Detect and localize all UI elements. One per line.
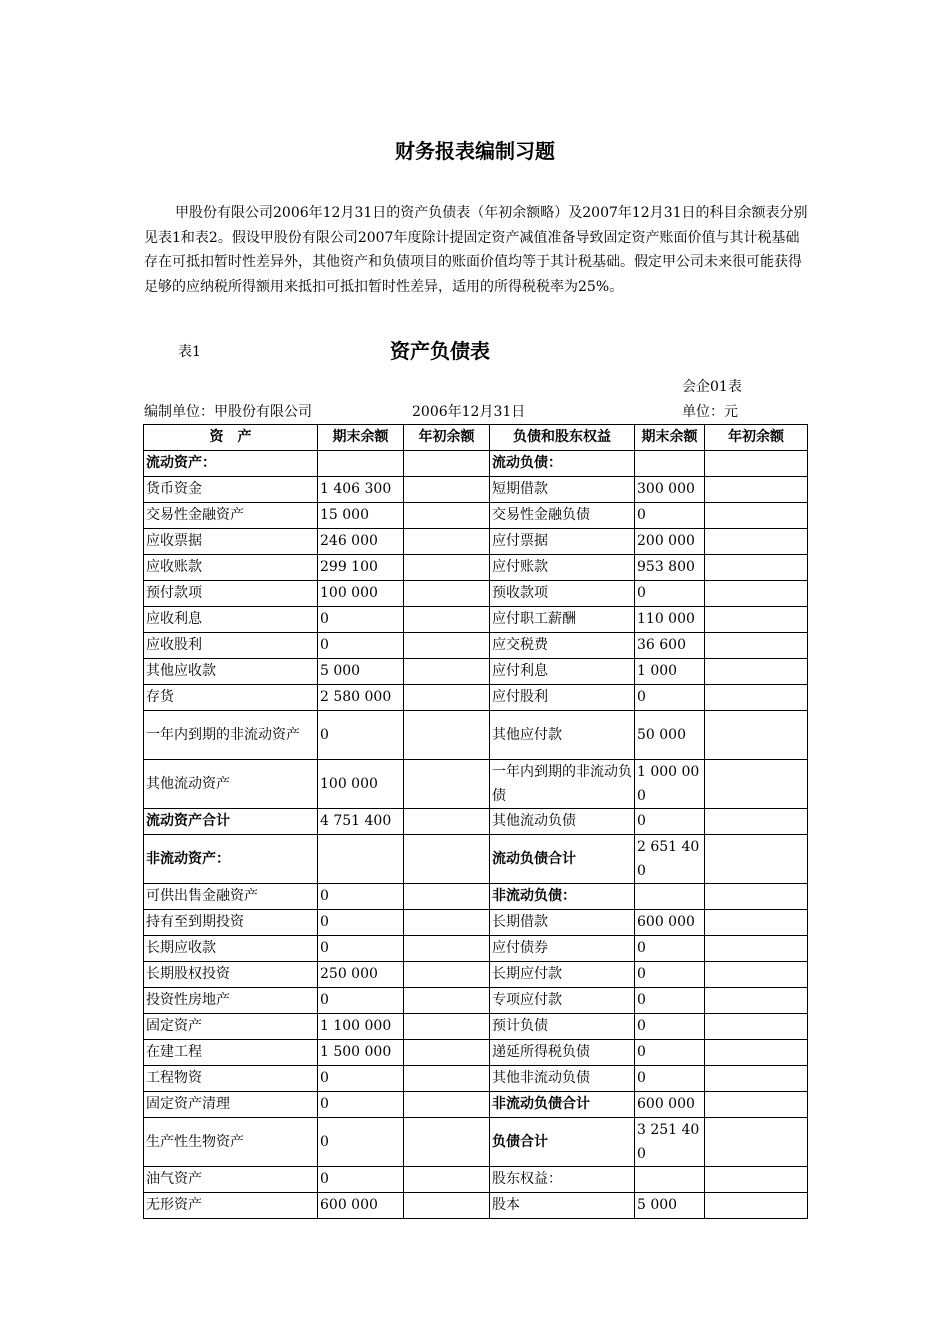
table-cell xyxy=(404,910,490,936)
table-row xyxy=(144,607,808,633)
table-cell: 0 xyxy=(635,809,705,835)
table-cell: 股东权益： xyxy=(490,1167,635,1193)
table-cell: 0 xyxy=(318,1118,404,1167)
table-cell: 36 600 xyxy=(635,633,705,659)
table-cell: 应收票据 xyxy=(144,529,318,555)
table-cell: 交易性金融负债 xyxy=(490,503,635,529)
table-cell: 0 xyxy=(318,936,404,962)
table-cell xyxy=(404,936,490,962)
table-cell xyxy=(705,1040,808,1066)
table-cell: 0 xyxy=(318,1066,404,1092)
table-cell xyxy=(404,1193,490,1219)
table-cell: 0 xyxy=(318,884,404,910)
table-cell: 交易性金融资产 xyxy=(144,503,318,529)
header-cell: 年初余额 xyxy=(404,425,490,451)
table-cell xyxy=(705,1092,808,1118)
table-row xyxy=(144,910,808,936)
table-cell xyxy=(705,962,808,988)
table-row xyxy=(144,809,808,835)
table-cell xyxy=(404,503,490,529)
table-cell: 专项应付款 xyxy=(490,988,635,1014)
header-cell: 资 产 xyxy=(144,425,318,451)
table-cell xyxy=(404,685,490,711)
table-cell xyxy=(404,451,490,477)
table-cell xyxy=(404,477,490,503)
table-cell xyxy=(705,1167,808,1193)
table-cell: 其他流动资产 xyxy=(144,760,318,809)
table-row xyxy=(144,1014,808,1040)
table-cell: 0 xyxy=(318,910,404,936)
currency-unit: 单位：元 xyxy=(682,404,738,420)
table-cell: 0 xyxy=(635,1040,705,1066)
header-cell: 期末余额 xyxy=(318,425,404,451)
table-row xyxy=(144,988,808,1014)
table-cell: 600 000 xyxy=(635,1092,705,1118)
table-cell: 0 xyxy=(635,1014,705,1040)
table-row xyxy=(144,962,808,988)
table-cell: 一年内到期的非流动资产 xyxy=(144,711,318,760)
table-cell: 股本 xyxy=(490,1193,635,1219)
table-cell: 953 800 xyxy=(635,555,705,581)
table-cell xyxy=(404,529,490,555)
table-cell xyxy=(404,988,490,1014)
table-cell: 流动资产： xyxy=(144,451,318,477)
table-cell: 应收股利 xyxy=(144,633,318,659)
table-cell xyxy=(705,1193,808,1219)
table-title: 资产负债表 xyxy=(390,339,490,363)
table-cell: 应付职工薪酬 xyxy=(490,607,635,633)
table-cell: 0 xyxy=(318,607,404,633)
document-title: 财务报表编制习题 xyxy=(395,139,555,163)
table-cell xyxy=(705,910,808,936)
table-cell: 0 xyxy=(635,685,705,711)
table-cell: 货币资金 xyxy=(144,477,318,503)
table-row xyxy=(144,633,808,659)
table-cell xyxy=(635,1167,705,1193)
table-cell: 非流动资产： xyxy=(144,835,318,884)
table-cell: 其他非流动负债 xyxy=(490,1066,635,1092)
table-cell xyxy=(404,962,490,988)
table-cell xyxy=(705,685,808,711)
table-row xyxy=(144,685,808,711)
table-cell: 应付票据 xyxy=(490,529,635,555)
table-cell: 长期应付款 xyxy=(490,962,635,988)
table-cell: 应付利息 xyxy=(490,659,635,685)
table-row xyxy=(144,1167,808,1193)
table-cell xyxy=(705,451,808,477)
table-cell xyxy=(404,581,490,607)
table-row xyxy=(144,503,808,529)
table-cell xyxy=(705,529,808,555)
table-cell xyxy=(705,659,808,685)
table-cell xyxy=(705,760,808,809)
header-cell: 负债和股东权益 xyxy=(490,425,635,451)
table-cell: 非流动负债： xyxy=(490,884,635,910)
table-row xyxy=(144,477,808,503)
table-cell: 流动负债合计 xyxy=(490,835,635,884)
table-cell xyxy=(705,988,808,1014)
table-cell: 0 xyxy=(635,1066,705,1092)
table-row xyxy=(144,936,808,962)
table-cell: 其他流动负债 xyxy=(490,809,635,835)
table-cell: 0 xyxy=(635,503,705,529)
table-cell xyxy=(404,659,490,685)
table-cell: 工程物资 xyxy=(144,1066,318,1092)
table-cell: 可供出售金融资产 xyxy=(144,884,318,910)
table-cell: 持有至到期投资 xyxy=(144,910,318,936)
table-cell xyxy=(705,711,808,760)
table-cell xyxy=(404,809,490,835)
table-cell: 长期股权投资 xyxy=(144,962,318,988)
table-row xyxy=(144,711,808,760)
table-cell xyxy=(705,809,808,835)
table-row xyxy=(144,884,808,910)
table-cell: 299 100 xyxy=(318,555,404,581)
table-row xyxy=(144,1193,808,1219)
table-cell: 其他应付款 xyxy=(490,711,635,760)
table-cell: 0 xyxy=(318,1167,404,1193)
table-cell xyxy=(404,1118,490,1167)
table-cell xyxy=(404,555,490,581)
table-cell: 短期借款 xyxy=(490,477,635,503)
table-cell: 无形资产 xyxy=(144,1193,318,1219)
table-row xyxy=(144,1066,808,1092)
table-cell: 15 000 xyxy=(318,503,404,529)
table-cell: 600 000 xyxy=(318,1193,404,1219)
table-cell: 5 000 xyxy=(635,1193,705,1219)
table-cell: 0 xyxy=(635,936,705,962)
table-cell xyxy=(404,607,490,633)
table-cell: 0 xyxy=(318,633,404,659)
table-cell xyxy=(404,1092,490,1118)
table-row xyxy=(144,1118,808,1167)
table-cell xyxy=(635,451,705,477)
table-cell: 固定资产 xyxy=(144,1014,318,1040)
table-cell: 200 000 xyxy=(635,529,705,555)
table-row xyxy=(144,659,808,685)
table-header-row xyxy=(144,425,808,451)
table-row xyxy=(144,529,808,555)
table-cell: 1 000 000 xyxy=(635,760,705,809)
table-cell xyxy=(404,1040,490,1066)
table-cell: 预收款项 xyxy=(490,581,635,607)
table-cell: 2 580 000 xyxy=(318,685,404,711)
table-cell: 应收账款 xyxy=(144,555,318,581)
table-row xyxy=(144,581,808,607)
table-cell: 0 xyxy=(318,711,404,760)
table-cell: 一年内到期的非流动负债 xyxy=(490,760,635,809)
table-cell xyxy=(705,1066,808,1092)
table-cell xyxy=(404,835,490,884)
table-cell: 0 xyxy=(635,962,705,988)
table-cell: 1 500 000 xyxy=(318,1040,404,1066)
table-cell: 投资性房地产 xyxy=(144,988,318,1014)
table-cell: 应付股利 xyxy=(490,685,635,711)
table-cell: 110 000 xyxy=(635,607,705,633)
table-cell xyxy=(404,711,490,760)
table-cell xyxy=(404,1167,490,1193)
table-cell xyxy=(705,607,808,633)
table-cell: 0 xyxy=(318,988,404,1014)
table-cell xyxy=(705,581,808,607)
intro-paragraph: 甲股份有限公司2006年12月31日的资产负债表（年初余额略）及2007年12月31日的科目余额表分别见表1和表2。假设甲股份有限公司2007年度除计提固定资产减值准备导致固定资产账面价值与其计税基础存在可抵扣暂时性差异外，其他资产和负债项目的账面价值均等于其计税基础。假定甲公司未来很可能获得足够的应纳税所得额用来抵扣可抵扣暂时性差异，适用的所得税税率为25%。 xyxy=(144,205,808,295)
table-cell: 250 000 xyxy=(318,962,404,988)
table-row xyxy=(144,835,808,884)
table-number: 表1 xyxy=(178,344,201,360)
table-cell: 0 xyxy=(635,988,705,1014)
table-cell xyxy=(318,451,404,477)
header-cell: 期末余额 xyxy=(635,425,705,451)
table-cell xyxy=(404,1014,490,1040)
table-cell xyxy=(705,477,808,503)
preparer-unit: 编制单位：甲股份有限公司 xyxy=(144,404,312,420)
form-code: 会企01表 xyxy=(682,379,742,395)
table-cell: 油气资产 xyxy=(144,1167,318,1193)
table-cell: 246 000 xyxy=(318,529,404,555)
table-cell: 存货 xyxy=(144,685,318,711)
table-cell: 应付债券 xyxy=(490,936,635,962)
table-cell xyxy=(404,633,490,659)
table-cell xyxy=(404,884,490,910)
table-cell: 1 000 xyxy=(635,659,705,685)
table-row xyxy=(144,760,808,809)
table-cell: 非流动负债合计 xyxy=(490,1092,635,1118)
table-cell: 100 000 xyxy=(318,760,404,809)
header-cell: 年初余额 xyxy=(705,425,808,451)
table-cell xyxy=(705,633,808,659)
table-cell xyxy=(705,884,808,910)
table-cell xyxy=(404,1066,490,1092)
table-cell: 100 000 xyxy=(318,581,404,607)
table-cell xyxy=(705,1014,808,1040)
table-cell: 3 251 400 xyxy=(635,1118,705,1167)
table-cell: 流动资产合计 xyxy=(144,809,318,835)
table-cell: 2 651 400 xyxy=(635,835,705,884)
table-cell xyxy=(705,835,808,884)
table-cell: 0 xyxy=(318,1092,404,1118)
table-cell xyxy=(635,884,705,910)
table-cell: 在建工程 xyxy=(144,1040,318,1066)
table-cell: 应付账款 xyxy=(490,555,635,581)
table-cell: 递延所得税负债 xyxy=(490,1040,635,1066)
table-cell xyxy=(705,503,808,529)
table-cell: 长期借款 xyxy=(490,910,635,936)
table-cell: 1 100 000 xyxy=(318,1014,404,1040)
table-cell: 5 000 xyxy=(318,659,404,685)
table-cell: 0 xyxy=(635,581,705,607)
table-row xyxy=(144,1092,808,1118)
table-row xyxy=(144,555,808,581)
table-cell: 应收利息 xyxy=(144,607,318,633)
table-cell: 流动负债： xyxy=(490,451,635,477)
table-cell: 4 751 400 xyxy=(318,809,404,835)
table-cell: 负债合计 xyxy=(490,1118,635,1167)
table-cell: 预计负债 xyxy=(490,1014,635,1040)
table-cell: 预付款项 xyxy=(144,581,318,607)
table-cell: 600 000 xyxy=(635,910,705,936)
table-cell xyxy=(318,835,404,884)
table-cell: 生产性生物资产 xyxy=(144,1118,318,1167)
table-cell: 固定资产清理 xyxy=(144,1092,318,1118)
table-row xyxy=(144,451,808,477)
balance-sheet-table xyxy=(143,424,808,1219)
table-cell xyxy=(404,760,490,809)
table-cell: 300 000 xyxy=(635,477,705,503)
table-cell: 应交税费 xyxy=(490,633,635,659)
table-cell: 长期应收款 xyxy=(144,936,318,962)
table-cell: 其他应收款 xyxy=(144,659,318,685)
report-date: 2006年12月31日 xyxy=(412,404,526,420)
table-cell: 1 406 300 xyxy=(318,477,404,503)
table-cell: 50 000 xyxy=(635,711,705,760)
table-row xyxy=(144,1040,808,1066)
table-cell xyxy=(705,1118,808,1167)
table-cell xyxy=(705,936,808,962)
table-cell xyxy=(705,555,808,581)
